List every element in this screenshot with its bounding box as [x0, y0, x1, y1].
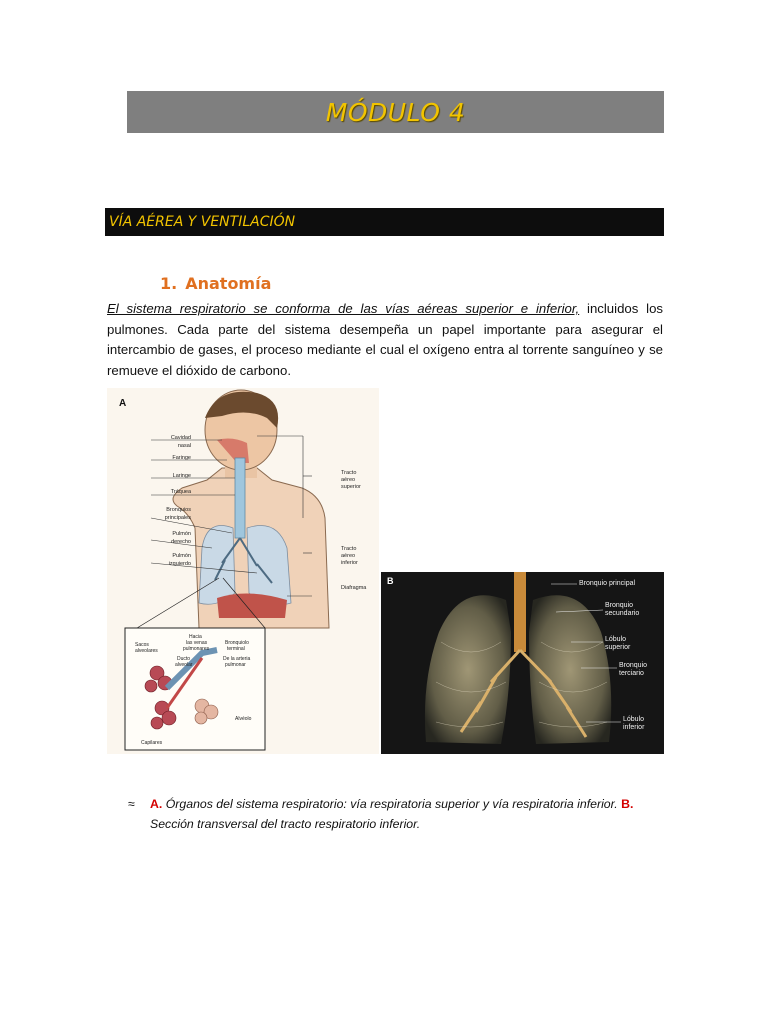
label-bronquio-sec-1: Bronquio [605, 602, 634, 609]
inset-label-pulmonares: pulmonares [183, 646, 210, 652]
heading-text: Anatomía [185, 274, 272, 293]
figure-a-right-labels [341, 470, 377, 592]
label-izquierdo: izquierdo [168, 561, 191, 567]
caption-bullet: ≈ [128, 797, 135, 811]
figure-caption [130, 794, 665, 834]
label-bronquio-ter-1: Bronquio [619, 662, 648, 669]
label-lobulo-inf-1: Lóbulo [623, 716, 645, 723]
figure-a-illustration [107, 388, 379, 754]
inset-label-ducto: Ducto [177, 656, 191, 662]
figure-a-panel-letter: A [119, 398, 127, 409]
inset-label-alveolo: Alvéolo [235, 716, 252, 722]
inset-label-bronquiolo: Bronquiolo [225, 640, 249, 646]
module-banner [127, 91, 664, 133]
figure-a-left-labels [149, 434, 191, 568]
caption-b-text: Sección transversal del tracto respiratorio inferior. [150, 817, 421, 831]
figure-b-lung-image [381, 572, 664, 754]
paragraph-rest: incluidos los pulmones. Cada parte del sistema desempeña un papel importante para asegurar el intercambio de gases, el proceso mediante el cual el oxígeno entra al torrente sanguíneo y se remueve el dióxido de carbono. [107, 301, 663, 378]
label-tracto-sup-1: Tracto [341, 470, 357, 476]
label-bronquio-sec-2: secundario [605, 610, 640, 617]
intro-paragraph [107, 299, 663, 381]
label-cavidad: Cavidad [170, 435, 191, 441]
anatomy-heading [160, 274, 271, 293]
inset-label-las-venas: las venas [186, 640, 208, 646]
inset-label-pulmonar: pulmonar [225, 662, 246, 668]
caption-a-text: Órganos del sistema respiratorio: vía respiratoria superior y vía respiratoria inferior. [162, 797, 622, 811]
inset-label-hacia: Hacia [189, 634, 202, 640]
label-pulmon-der: Pulmón [172, 531, 191, 537]
figure-b-labels [381, 572, 664, 754]
label-lobulo-sup-1: Lóbulo [605, 636, 627, 643]
caption-a-marker: A. [150, 797, 163, 811]
module-title: MÓDULO 4 [325, 97, 466, 127]
inset-label-de-la-arteria: De la arteria [223, 656, 251, 662]
label-pulmon-izq: Pulmón [172, 553, 191, 559]
label-tracto-inf-1: Tracto [341, 546, 357, 552]
label-tracto-inf-2: aéreo [341, 553, 356, 559]
inset-label-sacos: Sacos [135, 642, 149, 648]
section-bar [105, 208, 664, 236]
caption-b-marker: B. [621, 797, 634, 811]
label-tracto-sup-2: aéreo [341, 477, 356, 483]
label-bronquio-principal: Bronquio principal [579, 580, 636, 587]
paragraph-lead: El sistema respiratorio se conforma de las vías aéreas superior e inferior, [107, 301, 580, 316]
label-nasal: nasal [177, 443, 191, 449]
heading-number: 1. [160, 274, 178, 293]
label-tracto-sup-3: superior [341, 484, 361, 490]
label-principales: principales [164, 515, 191, 521]
label-diafragma: Diafragma [341, 585, 367, 591]
label-lobulo-sup-2: superior [605, 644, 631, 651]
caption-body [150, 794, 665, 834]
figure-a-inset-labels [131, 632, 261, 750]
label-faringe: Faringe [172, 455, 191, 461]
section-title: VÍA AÉREA Y VENTILACIÓN [109, 214, 296, 230]
label-tracto-inf-3: inferior [341, 560, 358, 566]
label-laringe: Laringe [172, 473, 191, 479]
inset-label-terminal: terminal [227, 646, 245, 652]
label-lobulo-inf-2: inferior [623, 724, 645, 731]
label-bronquio-ter-2: terciario [619, 670, 644, 677]
figure-b-panel-letter: B [387, 576, 394, 586]
label-bronquios: Bronquios [166, 507, 191, 513]
inset-label-alveolares: alveolares [135, 648, 158, 654]
inset-label-alveolar: alveolar [175, 662, 193, 668]
inset-label-capilares: Capilares [141, 740, 163, 746]
label-derecho: derecho [171, 539, 191, 545]
label-traquea: Tráquea [170, 489, 191, 495]
